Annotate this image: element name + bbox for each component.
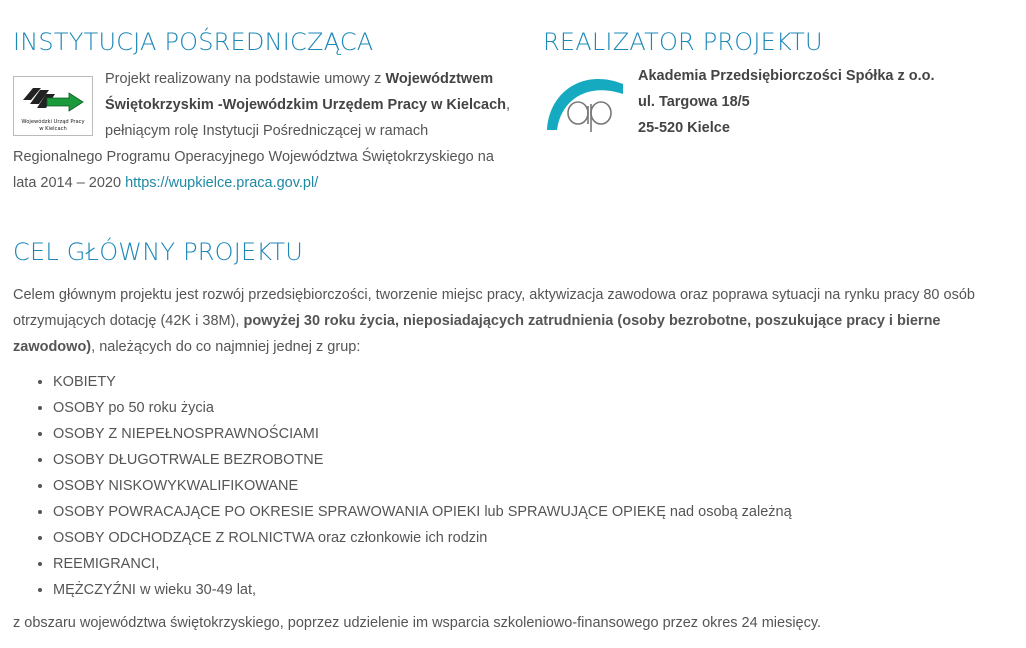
list-item: • MĘŻCZYŹNI w wieku 30-49 lat, bbox=[53, 577, 1018, 603]
realizator-address bbox=[638, 63, 935, 141]
goal-text-2: , należących do co najmniej jednej z grup: bbox=[91, 339, 361, 355]
logo-caption-2: w Kielcach bbox=[39, 126, 67, 132]
wup-link[interactable]: https://wupkielce.praca.gov.pl/ bbox=[125, 175, 319, 191]
list-item: • OSOBY DŁUGOTRWALE BEZROBOTNE bbox=[53, 447, 1018, 473]
list-item: • OSOBY Z NIEPEŁNOSPRAWNOŚCIAMI bbox=[53, 421, 1018, 447]
list-item: • REEMIGRANCI, bbox=[53, 551, 1018, 577]
intro-text-2: , pełniącym rolę Instytucji Pośredniczącej w ramach Regionalnego Programu Operacyjnego Województwa Świętokrzyskiego na lata 2014 – 2020 bbox=[13, 97, 511, 191]
realizator-section bbox=[543, 28, 1013, 141]
institution-text bbox=[13, 66, 513, 196]
list-item: • OSOBY POWRACAJĄCE PO OKRESIE SPRAWOWANIA OPIEKI lub SPRAWUJĄCE OPIEKĘ nad osobą zależną bbox=[53, 499, 1018, 525]
goal-bold: powyżej 30 roku życia, nieposiadających zatrudnienia (osoby bezrobotne, poszukujące pracy i bierne zawodowo) bbox=[13, 313, 941, 355]
goal-section bbox=[13, 238, 1018, 636]
company-city: 25-520 Kielce bbox=[638, 120, 730, 136]
goal-text-1: Celem głównym projektu jest rozwój przedsiębiorczości, tworzenie miejsc pracy, aktywizacja zawodowa oraz poprawa sytuacji na rynku pracy 80 osób otrzymujących dotację (42K i 38M), bbox=[13, 287, 975, 329]
logo-caption-1: Wojewódzki Urząd Pracy bbox=[21, 119, 85, 125]
list-item: • OSOBY NISKOWYKWALIFIKOWANE bbox=[53, 473, 1018, 499]
list-item: • OSOBY ODCHODZĄCE Z ROLNICTWA oraz członkowie ich rodzin bbox=[53, 525, 1018, 551]
list-item: • KOBIETY bbox=[53, 369, 1018, 395]
ap-logo bbox=[543, 70, 627, 136]
wup-kielce-logo bbox=[13, 76, 93, 136]
realizator-heading: REALIZATOR PROJEKTU bbox=[543, 28, 823, 56]
intro-text-1: Projekt realizowany na podstawie umowy z bbox=[105, 71, 386, 87]
institution-heading: INSTYTUCJA POŚREDNICZĄCA bbox=[13, 28, 374, 56]
goal-description bbox=[13, 282, 1018, 360]
company-name: Akademia Przedsiębiorczości Spółka z o.o. bbox=[638, 68, 935, 84]
ap-logo-letters: ap bbox=[589, 108, 596, 114]
goal-heading: CEL GŁÓWNY PROJEKTU bbox=[13, 238, 304, 266]
realizator-row bbox=[543, 70, 1013, 141]
intro-bold: Województwem Świętokrzyskim -Wojewódzkim Urzędem Pracy w Kielcach bbox=[105, 71, 507, 113]
goal-closing: z obszaru województwa świętokrzyskiego, poprzez udzielenie im wsparcia szkoleniowo-finansowego przez okres 24 miesięcy. bbox=[13, 615, 822, 631]
groups-list bbox=[13, 369, 1018, 603]
institution-section bbox=[13, 28, 513, 196]
company-street: ul. Targowa 18/5 bbox=[638, 94, 750, 110]
list-item: • OSOBY po 50 roku życia bbox=[53, 395, 1018, 421]
